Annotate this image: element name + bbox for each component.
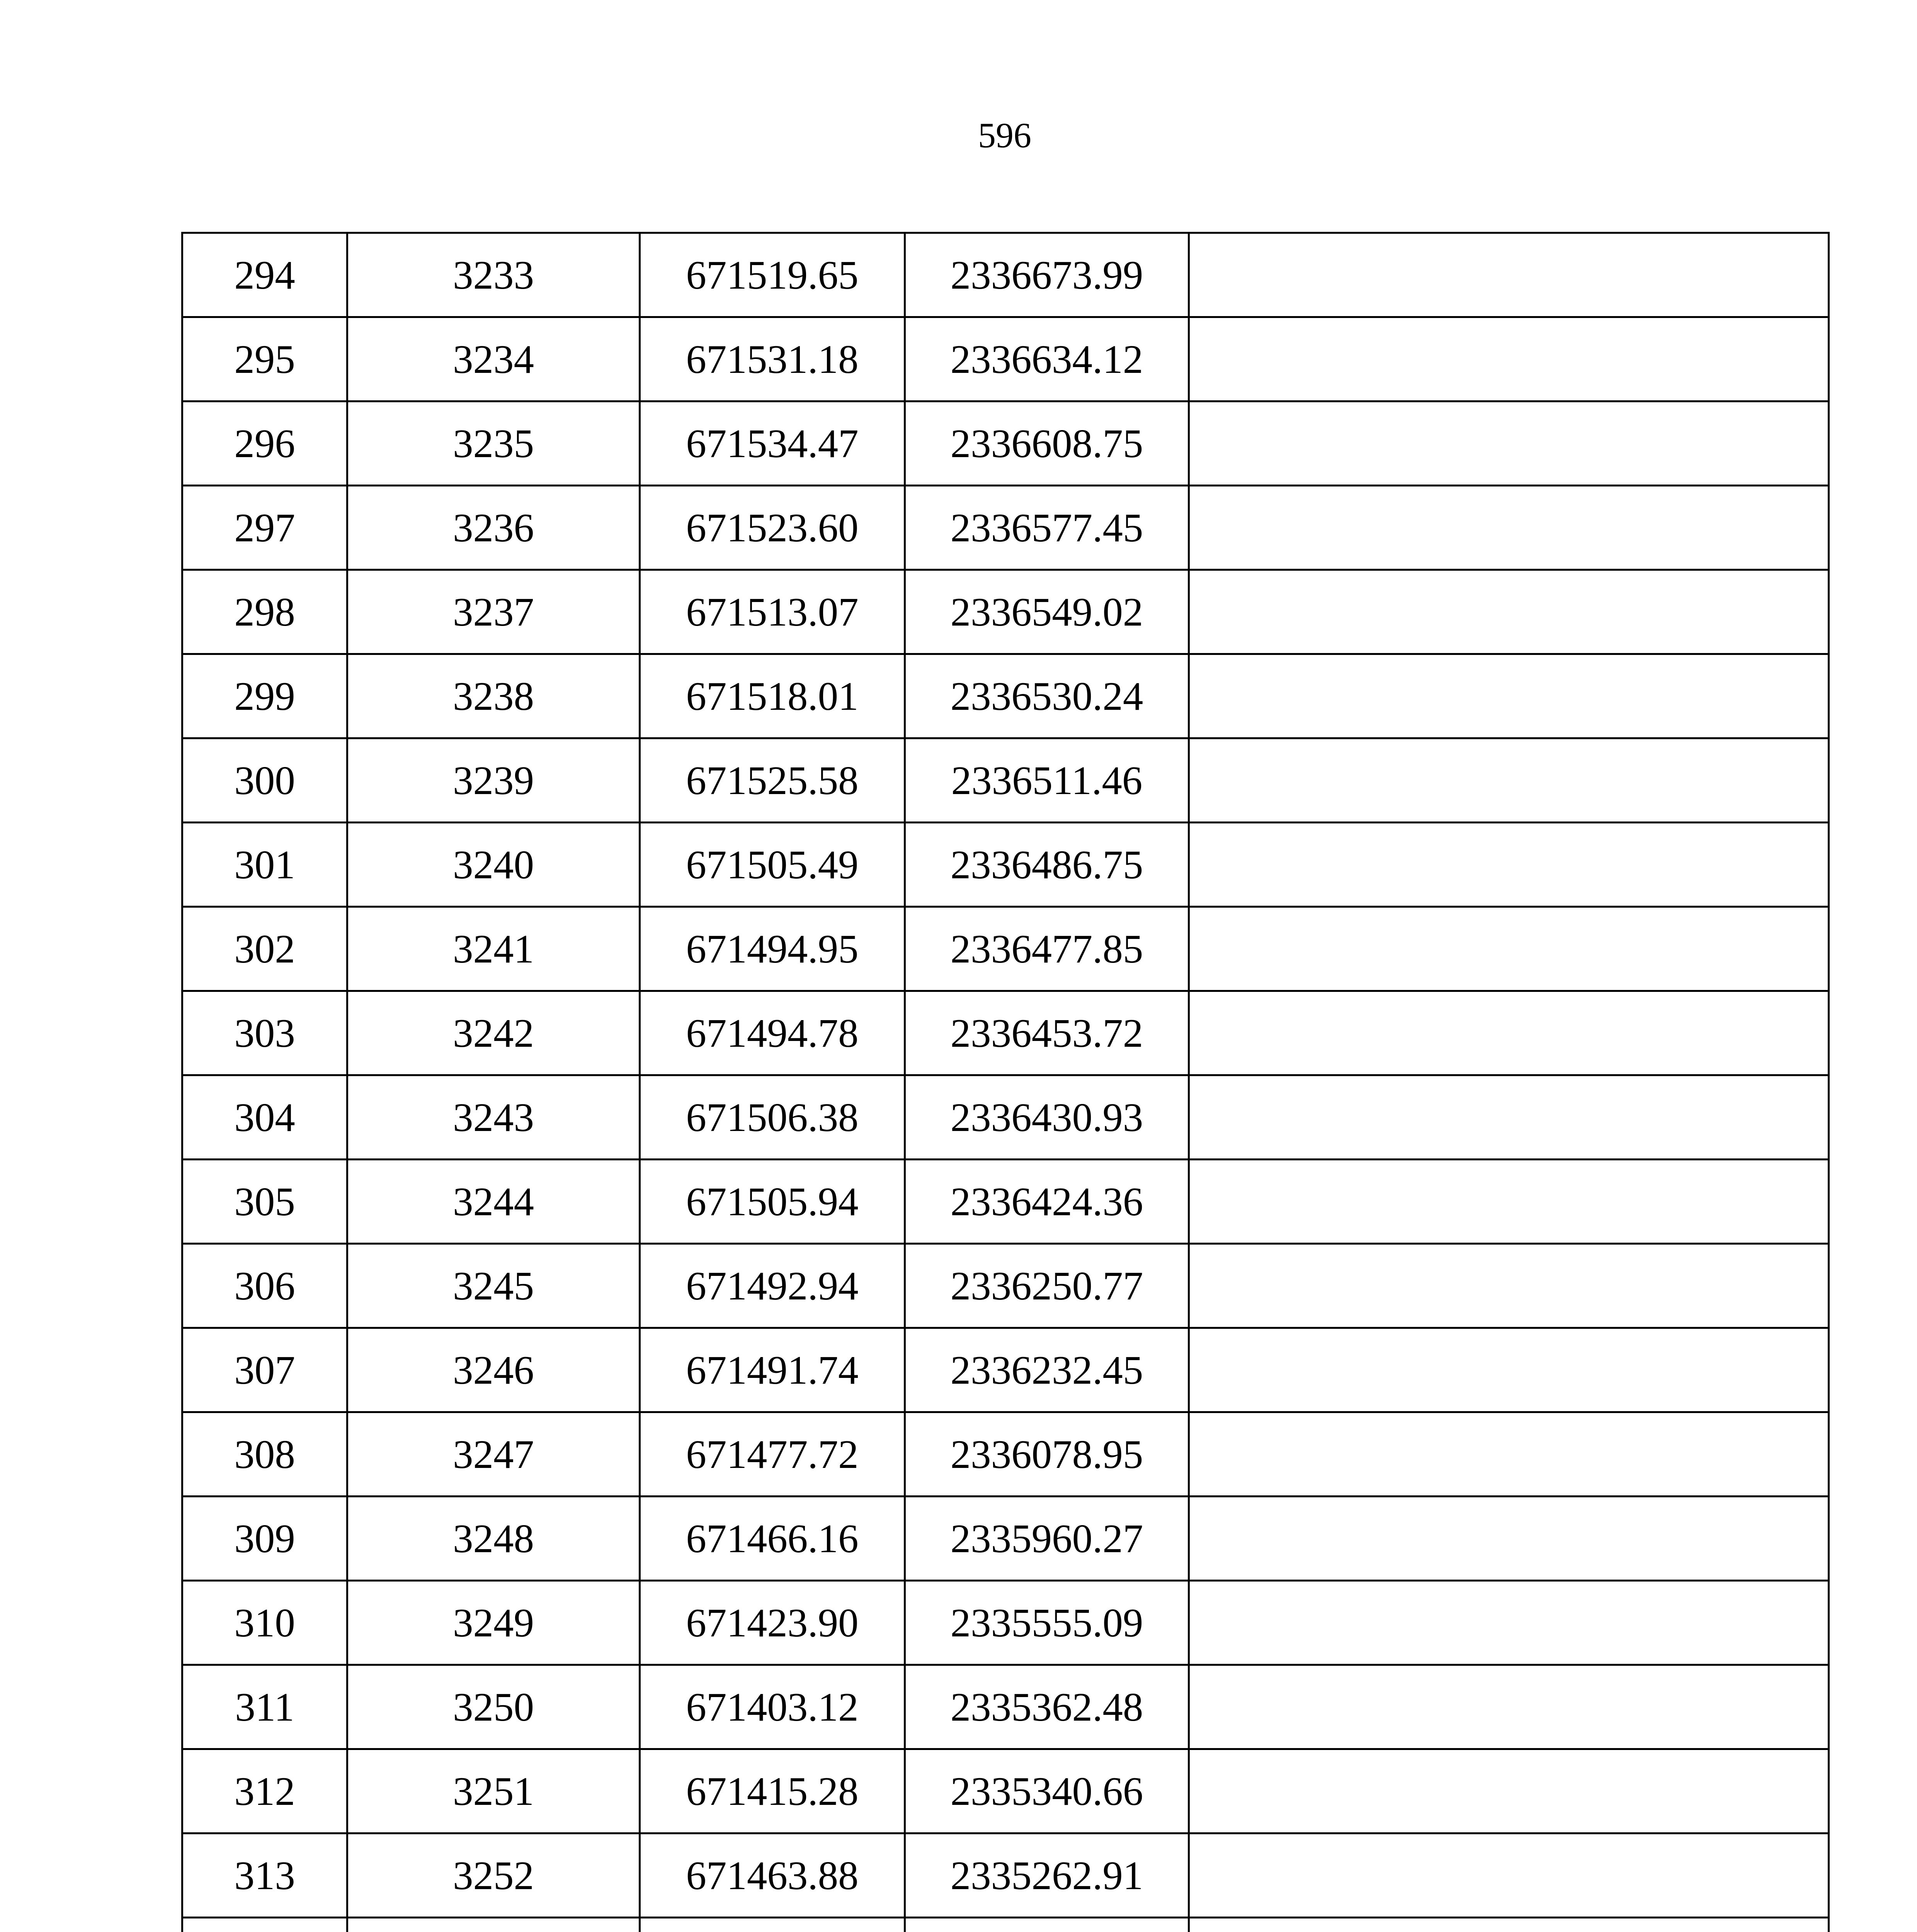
row-index-cell: 295	[182, 317, 347, 401]
row-index-cell: 302	[182, 907, 347, 991]
note-cell	[1189, 1833, 1829, 1918]
note-cell	[1189, 991, 1829, 1075]
point-id-cell: 3252	[347, 1833, 640, 1918]
y-coordinate-cell: 2335362.48	[905, 1665, 1189, 1749]
y-coordinate-cell: 2335960.27	[905, 1497, 1189, 1581]
note-cell	[1189, 1918, 1829, 1932]
x-coordinate-cell: 671518.01	[640, 654, 905, 738]
y-coordinate-cell: 2336486.75	[905, 823, 1189, 907]
y-coordinate-cell: 2336477.85	[905, 907, 1189, 991]
x-coordinate-cell: 671492.94	[640, 1244, 905, 1328]
row-index-cell: 294	[182, 233, 347, 317]
x-coordinate-cell: 671494.78	[640, 991, 905, 1075]
y-coordinate-cell: 2336430.93	[905, 1075, 1189, 1160]
note-cell	[1189, 570, 1829, 654]
x-coordinate-cell: 671415.28	[640, 1749, 905, 1833]
y-coordinate-cell: 2336608.75	[905, 401, 1189, 486]
y-coordinate-cell: 2336232.45	[905, 1328, 1189, 1412]
note-cell	[1189, 823, 1829, 907]
point-id-cell: 3233	[347, 233, 640, 317]
table-row	[182, 233, 1829, 317]
table-row	[182, 907, 1829, 991]
y-coordinate-cell: 2336577.45	[905, 486, 1189, 570]
x-coordinate-cell: 671491.74	[640, 1328, 905, 1412]
note-cell	[1189, 1581, 1829, 1665]
note-cell	[1189, 1244, 1829, 1328]
x-coordinate-cell: 671531.18	[640, 317, 905, 401]
note-cell	[1189, 1412, 1829, 1497]
row-index-cell: 313	[182, 1833, 347, 1918]
y-coordinate-cell: 2335340.66	[905, 1749, 1189, 1833]
row-index-cell: 307	[182, 1328, 347, 1412]
coordinates-table-body	[182, 233, 1829, 1932]
point-id-cell: 3235	[347, 401, 640, 486]
point-id-cell: 3245	[347, 1244, 640, 1328]
point-id-cell: 3234	[347, 317, 640, 401]
point-id-cell: 3251	[347, 1749, 640, 1833]
x-coordinate-cell: 671513.07	[640, 570, 905, 654]
x-coordinate-cell: 671505.49	[640, 823, 905, 907]
y-coordinate-cell: 2336453.72	[905, 991, 1189, 1075]
point-id-cell: 3237	[347, 570, 640, 654]
x-coordinate-cell: 671505.94	[640, 1160, 905, 1244]
note-cell	[1189, 486, 1829, 570]
x-coordinate-cell	[640, 1918, 905, 1932]
note-cell	[1189, 1749, 1829, 1833]
table-row	[182, 1160, 1829, 1244]
y-coordinate-cell: 2336250.77	[905, 1244, 1189, 1328]
y-coordinate-cell: 2335262.91	[905, 1833, 1189, 1918]
point-id-cell: 3244	[347, 1160, 640, 1244]
x-coordinate-cell: 671525.58	[640, 738, 905, 823]
row-index-cell: 300	[182, 738, 347, 823]
table-row	[182, 654, 1829, 738]
row-index-cell: 306	[182, 1244, 347, 1328]
table-row	[182, 1918, 1829, 1932]
row-index-cell	[182, 1918, 347, 1932]
note-cell	[1189, 401, 1829, 486]
row-index-cell: 309	[182, 1497, 347, 1581]
point-id-cell: 3249	[347, 1581, 640, 1665]
table-row	[182, 1244, 1829, 1328]
note-cell	[1189, 654, 1829, 738]
point-id-cell	[347, 1918, 640, 1932]
point-id-cell: 3247	[347, 1412, 640, 1497]
y-coordinate-cell: 2336549.02	[905, 570, 1189, 654]
row-index-cell: 301	[182, 823, 347, 907]
note-cell	[1189, 1497, 1829, 1581]
point-id-cell: 3241	[347, 907, 640, 991]
table-row	[182, 1497, 1829, 1581]
x-coordinate-cell: 671494.95	[640, 907, 905, 991]
table-row	[182, 1665, 1829, 1749]
row-index-cell: 297	[182, 486, 347, 570]
y-coordinate-cell: 2336530.24	[905, 654, 1189, 738]
point-id-cell: 3243	[347, 1075, 640, 1160]
row-index-cell: 304	[182, 1075, 347, 1160]
x-coordinate-cell: 671519.65	[640, 233, 905, 317]
x-coordinate-cell: 671463.88	[640, 1833, 905, 1918]
table-row	[182, 1075, 1829, 1160]
note-cell	[1189, 1665, 1829, 1749]
row-index-cell: 299	[182, 654, 347, 738]
table-row	[182, 317, 1829, 401]
note-cell	[1189, 1160, 1829, 1244]
x-coordinate-cell: 671534.47	[640, 401, 905, 486]
table-row	[182, 401, 1829, 486]
table-row	[182, 823, 1829, 907]
point-id-cell: 3238	[347, 654, 640, 738]
table-row	[182, 570, 1829, 654]
point-id-cell: 3248	[347, 1497, 640, 1581]
note-cell	[1189, 1075, 1829, 1160]
row-index-cell: 303	[182, 991, 347, 1075]
point-id-cell: 3240	[347, 823, 640, 907]
row-index-cell: 311	[182, 1665, 347, 1749]
y-coordinate-cell: 2336078.95	[905, 1412, 1189, 1497]
table-row	[182, 1581, 1829, 1665]
x-coordinate-cell: 671523.60	[640, 486, 905, 570]
note-cell	[1189, 1328, 1829, 1412]
point-id-cell: 3239	[347, 738, 640, 823]
page-number: 596	[978, 116, 1031, 155]
y-coordinate-cell: 2336673.99	[905, 233, 1189, 317]
row-index-cell: 305	[182, 1160, 347, 1244]
x-coordinate-cell: 671466.16	[640, 1497, 905, 1581]
row-index-cell: 312	[182, 1749, 347, 1833]
row-index-cell: 310	[182, 1581, 347, 1665]
table-row	[182, 1328, 1829, 1412]
row-index-cell: 296	[182, 401, 347, 486]
coordinates-table	[181, 232, 1830, 1932]
table-row	[182, 991, 1829, 1075]
y-coordinate-cell: 2336634.12	[905, 317, 1189, 401]
table-row	[182, 1749, 1829, 1833]
table-row	[182, 1833, 1829, 1918]
point-id-cell: 3250	[347, 1665, 640, 1749]
point-id-cell: 3236	[347, 486, 640, 570]
note-cell	[1189, 738, 1829, 823]
table-row	[182, 486, 1829, 570]
x-coordinate-cell: 671506.38	[640, 1075, 905, 1160]
x-coordinate-cell: 671423.90	[640, 1581, 905, 1665]
x-coordinate-cell: 671477.72	[640, 1412, 905, 1497]
note-cell	[1189, 233, 1829, 317]
y-coordinate-cell: 2335555.09	[905, 1581, 1189, 1665]
y-coordinate-cell: 2336511.46	[905, 738, 1189, 823]
row-index-cell: 308	[182, 1412, 347, 1497]
y-coordinate-cell: 2336424.36	[905, 1160, 1189, 1244]
y-coordinate-cell	[905, 1918, 1189, 1932]
point-id-cell: 3242	[347, 991, 640, 1075]
x-coordinate-cell: 671403.12	[640, 1665, 905, 1749]
table-row	[182, 1412, 1829, 1497]
note-cell	[1189, 907, 1829, 991]
point-id-cell: 3246	[347, 1328, 640, 1412]
note-cell	[1189, 317, 1829, 401]
table-row	[182, 738, 1829, 823]
row-index-cell: 298	[182, 570, 347, 654]
